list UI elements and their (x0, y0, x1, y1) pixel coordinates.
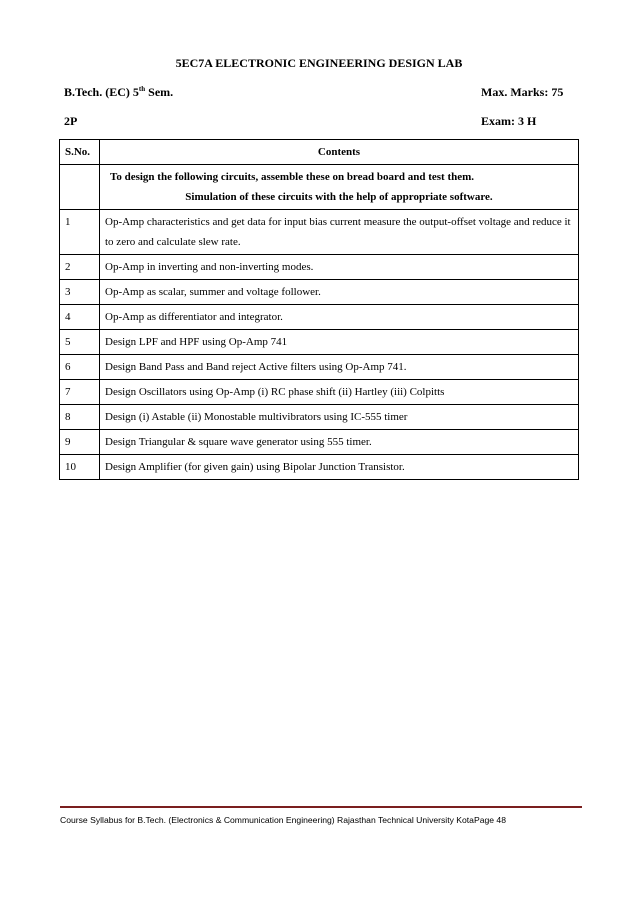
table-header-row (60, 140, 579, 165)
table-row (60, 355, 579, 380)
row-number: 8 (60, 405, 100, 430)
footer-divider (60, 806, 582, 808)
table-row (60, 280, 579, 305)
table-row (60, 380, 579, 405)
col-sno-header: S.No. (60, 140, 100, 165)
row-content: Design LPF and HPF using Op-Amp 741 (100, 330, 579, 355)
table-row (60, 210, 579, 255)
program-text: B.Tech. (EC) 5 (64, 85, 139, 99)
program-sup: th (138, 85, 146, 93)
col-contents-header: Contents (100, 140, 579, 165)
row-content: Design Triangular & square wave generator using 555 timer. (100, 430, 579, 455)
page-title: 5EC7A ELECTRONIC ENGINEERING DESIGN LAB (175, 56, 463, 70)
row-number: 1 (60, 210, 100, 255)
row-number: 4 (60, 305, 100, 330)
row-content: Design Amplifier (for given gain) using Bipolar Junction Transistor. (100, 455, 579, 480)
program-label (64, 85, 173, 100)
credits: 2P (64, 114, 78, 128)
intro-cell (100, 165, 579, 210)
exam-duration: Exam: 3 H (481, 114, 537, 128)
table-row (60, 305, 579, 330)
row-content: Design (i) Astable (ii) Monostable multivibrators using IC-555 timer (100, 405, 579, 430)
row-content: Design Band Pass and Band reject Active filters using Op-Amp 741. (100, 355, 579, 380)
row-number: 7 (60, 380, 100, 405)
row-content: Op-Amp as scalar, summer and voltage follower. (100, 280, 579, 305)
row-number: 10 (60, 455, 100, 480)
row-number: 6 (60, 355, 100, 380)
intro-empty-cell (60, 165, 100, 210)
table-row (60, 430, 579, 455)
intro-row (60, 165, 579, 210)
intro-line-2: Simulation of these circuits with the help of appropriate software. (185, 191, 493, 203)
program-suffix: Sem. (145, 85, 174, 99)
table-row (60, 330, 579, 355)
row-number: 5 (60, 330, 100, 355)
table-row (60, 455, 579, 480)
row-content: Design Oscillators using Op-Amp (i) RC phase shift (ii) Hartley (iii) Colpitts (100, 380, 579, 405)
table-row (60, 405, 579, 430)
max-marks: Max. Marks: 75 (481, 85, 564, 99)
row-content: Op-Amp characteristics and get data for input bias current measure the output-offset voltage and reduce it to zero and calculate slew rate. (100, 210, 579, 255)
syllabus-table (59, 139, 579, 480)
table-row (60, 255, 579, 280)
table-body (60, 210, 579, 480)
row-number: 2 (60, 255, 100, 280)
row-number: 9 (60, 430, 100, 455)
row-content: Op-Amp in inverting and non-inverting modes. (100, 255, 579, 280)
intro-line-1: To design the following circuits, assemble these on bread board and test them. (110, 171, 475, 183)
page-footer: Course Syllabus for B.Tech. (Electronics & Communication Engineering) Rajasthan Technical University KotaPage 48 (60, 815, 506, 825)
row-number: 3 (60, 280, 100, 305)
row-content: Op-Amp as differentiator and integrator. (100, 305, 579, 330)
